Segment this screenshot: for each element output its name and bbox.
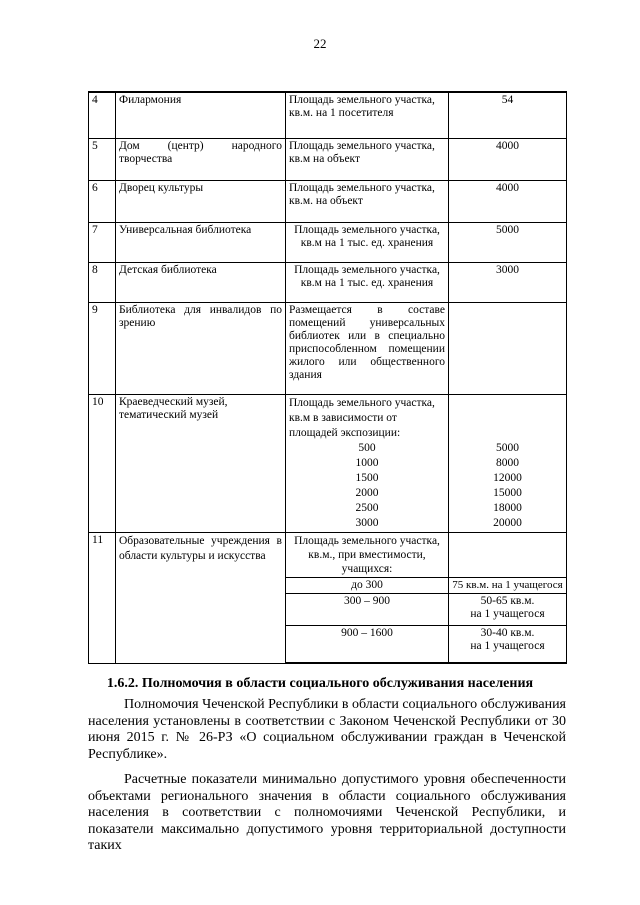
facility-name: Универсальная библиотека [116,222,286,262]
norm-value [449,625,567,663]
facility-name: Образовательные учреждения в области культуры и искусства [116,532,286,663]
exposition-area-list [289,441,445,531]
paragraph: Расчетные показатели минимально допустимого уровня обеспеченности объектами регионального значения в области социального обслуживания населения в соответствии с полномочиями Чеченской Республики, и показатели максимально допустимого уровня территориальной доступности таких [88,772,566,853]
norm-value-item: 5000 [496,441,519,454]
table-row [89,222,567,262]
norm-value-item: 12000 [493,471,522,484]
indicator: Площадь земельного участка, кв.м. на 1 посетителя [286,92,449,138]
norm-value: 54 [449,92,567,138]
facility-name: Детская библиотека [116,262,286,302]
facility-name-word: (центр) [167,139,204,152]
indicator: Площадь земельного участка, кв.м на объект [286,138,449,180]
norm-value: 5000 [449,222,567,262]
exposition-area: 1500 [355,471,379,484]
indicator [286,394,449,532]
capacity: до 300 [286,577,449,593]
exposition-area: 500 [358,441,376,454]
facility-name-tail: творчества [119,152,173,165]
section-heading: 1.6.2. Полномочия в области социального обслуживания населения [106,676,534,691]
indicator: Площадь земельного участка, кв.м., при вместимости, учащихся: [286,532,449,577]
norm-value-list [452,441,563,531]
table-row [89,180,567,222]
norm-value: 75 кв.м. на 1 учащегося [449,577,567,593]
capacity: 300 – 900 [286,593,449,625]
row-number: 9 [89,302,116,394]
culture-norms-table [88,91,567,664]
table-row [89,302,567,394]
table-row [89,92,567,138]
facility-name: Библиотека для инвалидов по зрению [116,302,286,394]
indicator: Размещается в составе помещений универсальных библиотек или в специально приспособленном помещении жилого или общественного здания [286,302,449,394]
page-number: 22 [313,36,327,51]
norm-value [449,593,567,625]
facility-name: Дворец культуры [116,180,286,222]
norm-value-item: 20000 [493,516,522,529]
norm-value-line: на 1 учащегося [470,639,545,652]
table-row [89,262,567,302]
norm-value-line: 50-65 кв.м. [480,594,535,607]
paragraph: Полномочия Чеченской Республики в области социального обслуживания населения установлены в соответствии с Законом Чеченской Республики от 30 июня 2015 г. № 26-РЗ «О социальном обслуживании граждан в Чеченской Республике». [88,697,566,762]
table-row [89,532,567,577]
exposition-area: 3000 [355,516,379,529]
table-row [89,138,567,180]
norm-value-line: 30-40 кв.м. [480,626,535,639]
norm-value [449,302,567,394]
norm-value-item: 18000 [493,501,522,514]
norm-value: 3000 [449,262,567,302]
indicator: Площадь земельного участка, кв.м. на объект [286,180,449,222]
facility-name [116,138,286,180]
table-row [89,394,567,532]
row-number: 4 [89,92,116,138]
facility-name-word: Дом [119,139,140,152]
indicator: Площадь земельного участка, кв.м на 1 тыс. ед. хранения [286,222,449,262]
facility-name: Краеведческий музей, тематический музей [116,394,286,532]
facility-name-word: народного [231,139,282,152]
norm-value: 4000 [449,180,567,222]
capacity: 900 – 1600 [286,625,449,663]
row-number: 8 [89,262,116,302]
exposition-area: 2000 [355,486,379,499]
row-number: 5 [89,138,116,180]
norm-value-item: 15000 [493,486,522,499]
norm-value-line: на 1 учащегося [470,607,545,620]
indicator: Площадь земельного участка, кв.м на 1 тыс. ед. хранения [286,262,449,302]
row-number: 7 [89,222,116,262]
exposition-area: 1000 [355,456,379,469]
norm-value-item: 8000 [496,456,519,469]
exposition-area: 2500 [355,501,379,514]
norm-value [449,532,567,577]
row-number: 10 [89,394,116,532]
row-number: 11 [89,532,116,663]
norm-value: 4000 [449,138,567,180]
facility-name: Филармония [116,92,286,138]
indicator-text: Площадь земельного участка, кв.м в зависимости от площадей экспозиции: [289,396,435,439]
row-number: 6 [89,180,116,222]
norm-value [449,394,567,532]
